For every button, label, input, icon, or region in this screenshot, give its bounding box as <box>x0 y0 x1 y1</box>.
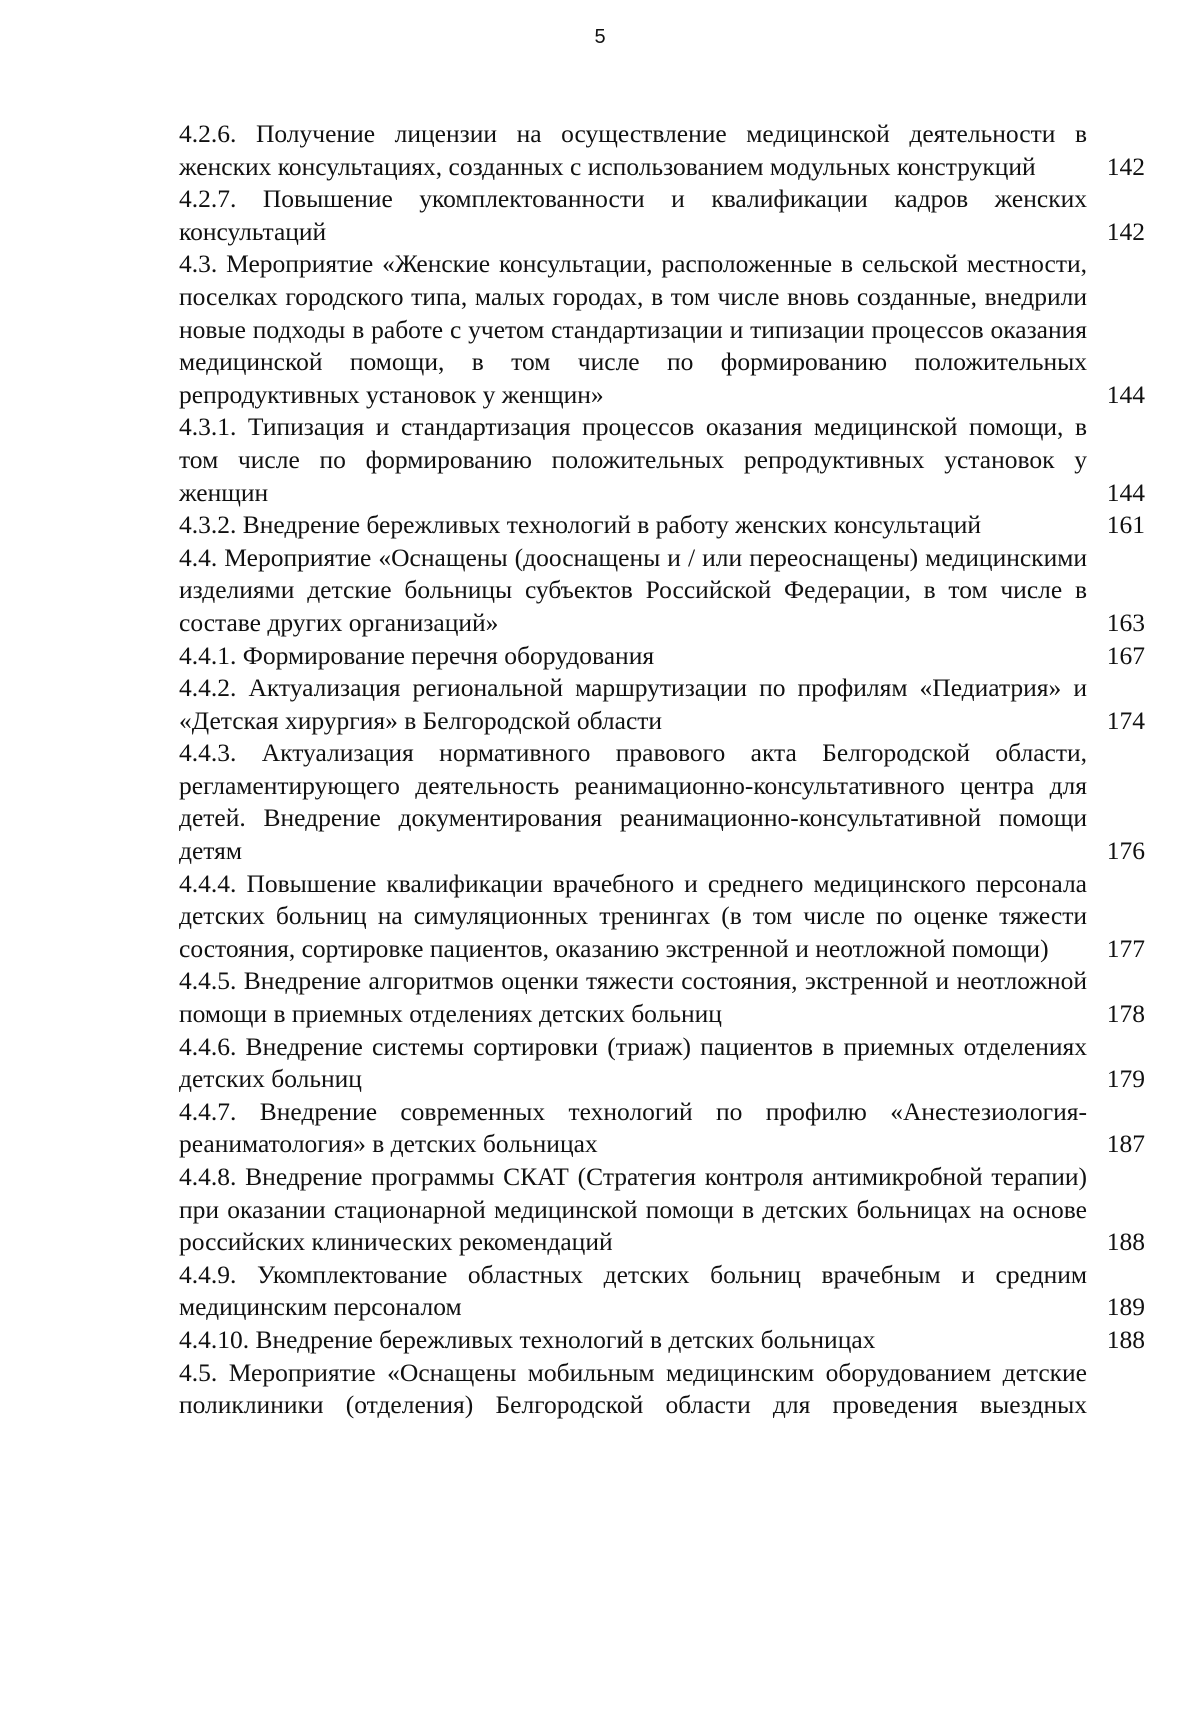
toc-entry <box>179 868 1157 966</box>
table-of-contents <box>179 118 1157 1422</box>
toc-entry <box>179 640 1157 673</box>
toc-entry-page: 177 <box>1106 933 1145 963</box>
toc-entry-page: 188 <box>1106 1227 1145 1257</box>
toc-entry <box>179 411 1157 509</box>
toc-entry-text: 4.4.2. Актуализация региональной маршрутизации по профилям «Педиатрия» и «Детская хирургия» в Белгородской области <box>179 673 1087 735</box>
toc-entry-page: 144 <box>1106 379 1145 409</box>
toc-entry-text: 4.4.4. Повышение квалификации врачебного и среднего медицинского персонала детских больниц на симуляционных тренингах (в том числе по оценке тяжести состояния, сортировке пациентов, оказанию экстренной и неотложной помощи) <box>179 868 1087 963</box>
toc-entry-page: 163 <box>1106 607 1145 637</box>
toc-entry-text: 4.4.10. Внедрение бережливых технологий в детских больницах <box>179 1324 876 1354</box>
toc-entry <box>179 183 1157 248</box>
toc-entry <box>179 672 1157 737</box>
toc-entry-page: 179 <box>1106 1064 1145 1094</box>
toc-entry-page: 142 <box>1106 216 1145 246</box>
toc-entry-text: 4.2.6. Получение лицензии на осуществление медицинской деятельности в женских консультациях, созданных с использованием модульных конструкций <box>179 119 1087 181</box>
toc-entry-text: 4.4.3. Актуализация нормативного правового акта Белгородской области, регламентирующего деятельность реанимационно-консультативного центра для детей. Внедрение документирования реанимационно-консультативной помощи детям <box>179 738 1087 866</box>
toc-entry-page: 187 <box>1106 1129 1145 1159</box>
toc-entry-text: 4.5. Мероприятие «Оснащены мобильным медицинским оборудованием детские поликлиники (отделения) Белгородской области для проведения выездных <box>179 1357 1087 1420</box>
toc-entry-page: 142 <box>1106 151 1145 181</box>
toc-entry-text: 4.4.1. Формирование перечня оборудования <box>179 640 655 670</box>
toc-entry <box>179 965 1157 1030</box>
toc-entry-text: 4.4.5. Внедрение алгоритмов оценки тяжести состояния, экстренной и неотложной помощи в приемных отделениях детских больниц <box>179 966 1087 1029</box>
toc-entry <box>179 118 1157 183</box>
toc-entry <box>179 509 1157 542</box>
toc-entry <box>179 1357 1157 1422</box>
toc-entry <box>179 1161 1157 1259</box>
toc-entry <box>179 1096 1157 1161</box>
toc-entry-text: 4.3.1. Типизация и стандартизация процессов оказания медицинской помощи, в том числе по формированию положительных репродуктивных установок у женщин <box>179 412 1087 507</box>
toc-entry <box>179 248 1157 411</box>
toc-entry <box>179 1031 1157 1096</box>
toc-entry <box>179 737 1157 867</box>
toc-entry <box>179 1324 1157 1357</box>
toc-entry-page: 188 <box>1106 1324 1145 1354</box>
toc-entry-text: 4.4. Мероприятие «Оснащены (дооснащены и / или переоснащены) медицинскими изделиями детские больницы субъектов Российской Федерации, в том числе в составе других организаций» <box>179 542 1087 637</box>
toc-entry-page: 174 <box>1106 705 1145 735</box>
toc-entry-page: 161 <box>1106 510 1145 540</box>
toc-entry-page: 189 <box>1106 1292 1145 1322</box>
toc-entry-text: 4.4.6. Внедрение системы сортировки (триаж) пациентов в приемных отделениях детских больниц <box>179 1031 1087 1094</box>
toc-entry-text: 4.4.8. Внедрение программы СКАТ (Стратегия контроля антимикробной терапии) при оказании стационарной медицинской помощи в детских больницах на основе российских клинических рекомендаций <box>179 1162 1087 1257</box>
toc-entry-page: 144 <box>1106 477 1145 507</box>
page-number: 5 <box>594 26 606 48</box>
toc-entry-page: 176 <box>1106 836 1145 866</box>
toc-entry-page: 178 <box>1106 999 1145 1029</box>
toc-entry <box>179 542 1157 640</box>
toc-entry-text: 4.4.9. Укомплектование областных детских больниц врачебным и средним медицинским персоналом <box>179 1259 1087 1322</box>
toc-entry-text: 4.2.7. Повышение укомплектованности и квалификации кадров женских консультаций <box>179 184 1087 246</box>
toc-entry-page: 167 <box>1106 640 1145 670</box>
toc-entry-text: 4.3.2. Внедрение бережливых технологий в работу женских консультаций <box>179 510 981 540</box>
toc-entry-text: 4.3. Мероприятие «Женские консультации, расположенные в сельской местности, поселках городского типа, малых городах, в том числе вновь созданные, внедрили новые подходы в работе с учетом стандартизации и типизации процессов оказания медицинской помощи, в том числе по формированию положительных репродуктивных установок у женщин» <box>179 249 1087 409</box>
toc-entry-text: 4.4.7. Внедрение современных технологий по профилю «Анестезиология-реаниматология» в детских больницах <box>179 1096 1087 1159</box>
toc-entry <box>179 1259 1157 1324</box>
